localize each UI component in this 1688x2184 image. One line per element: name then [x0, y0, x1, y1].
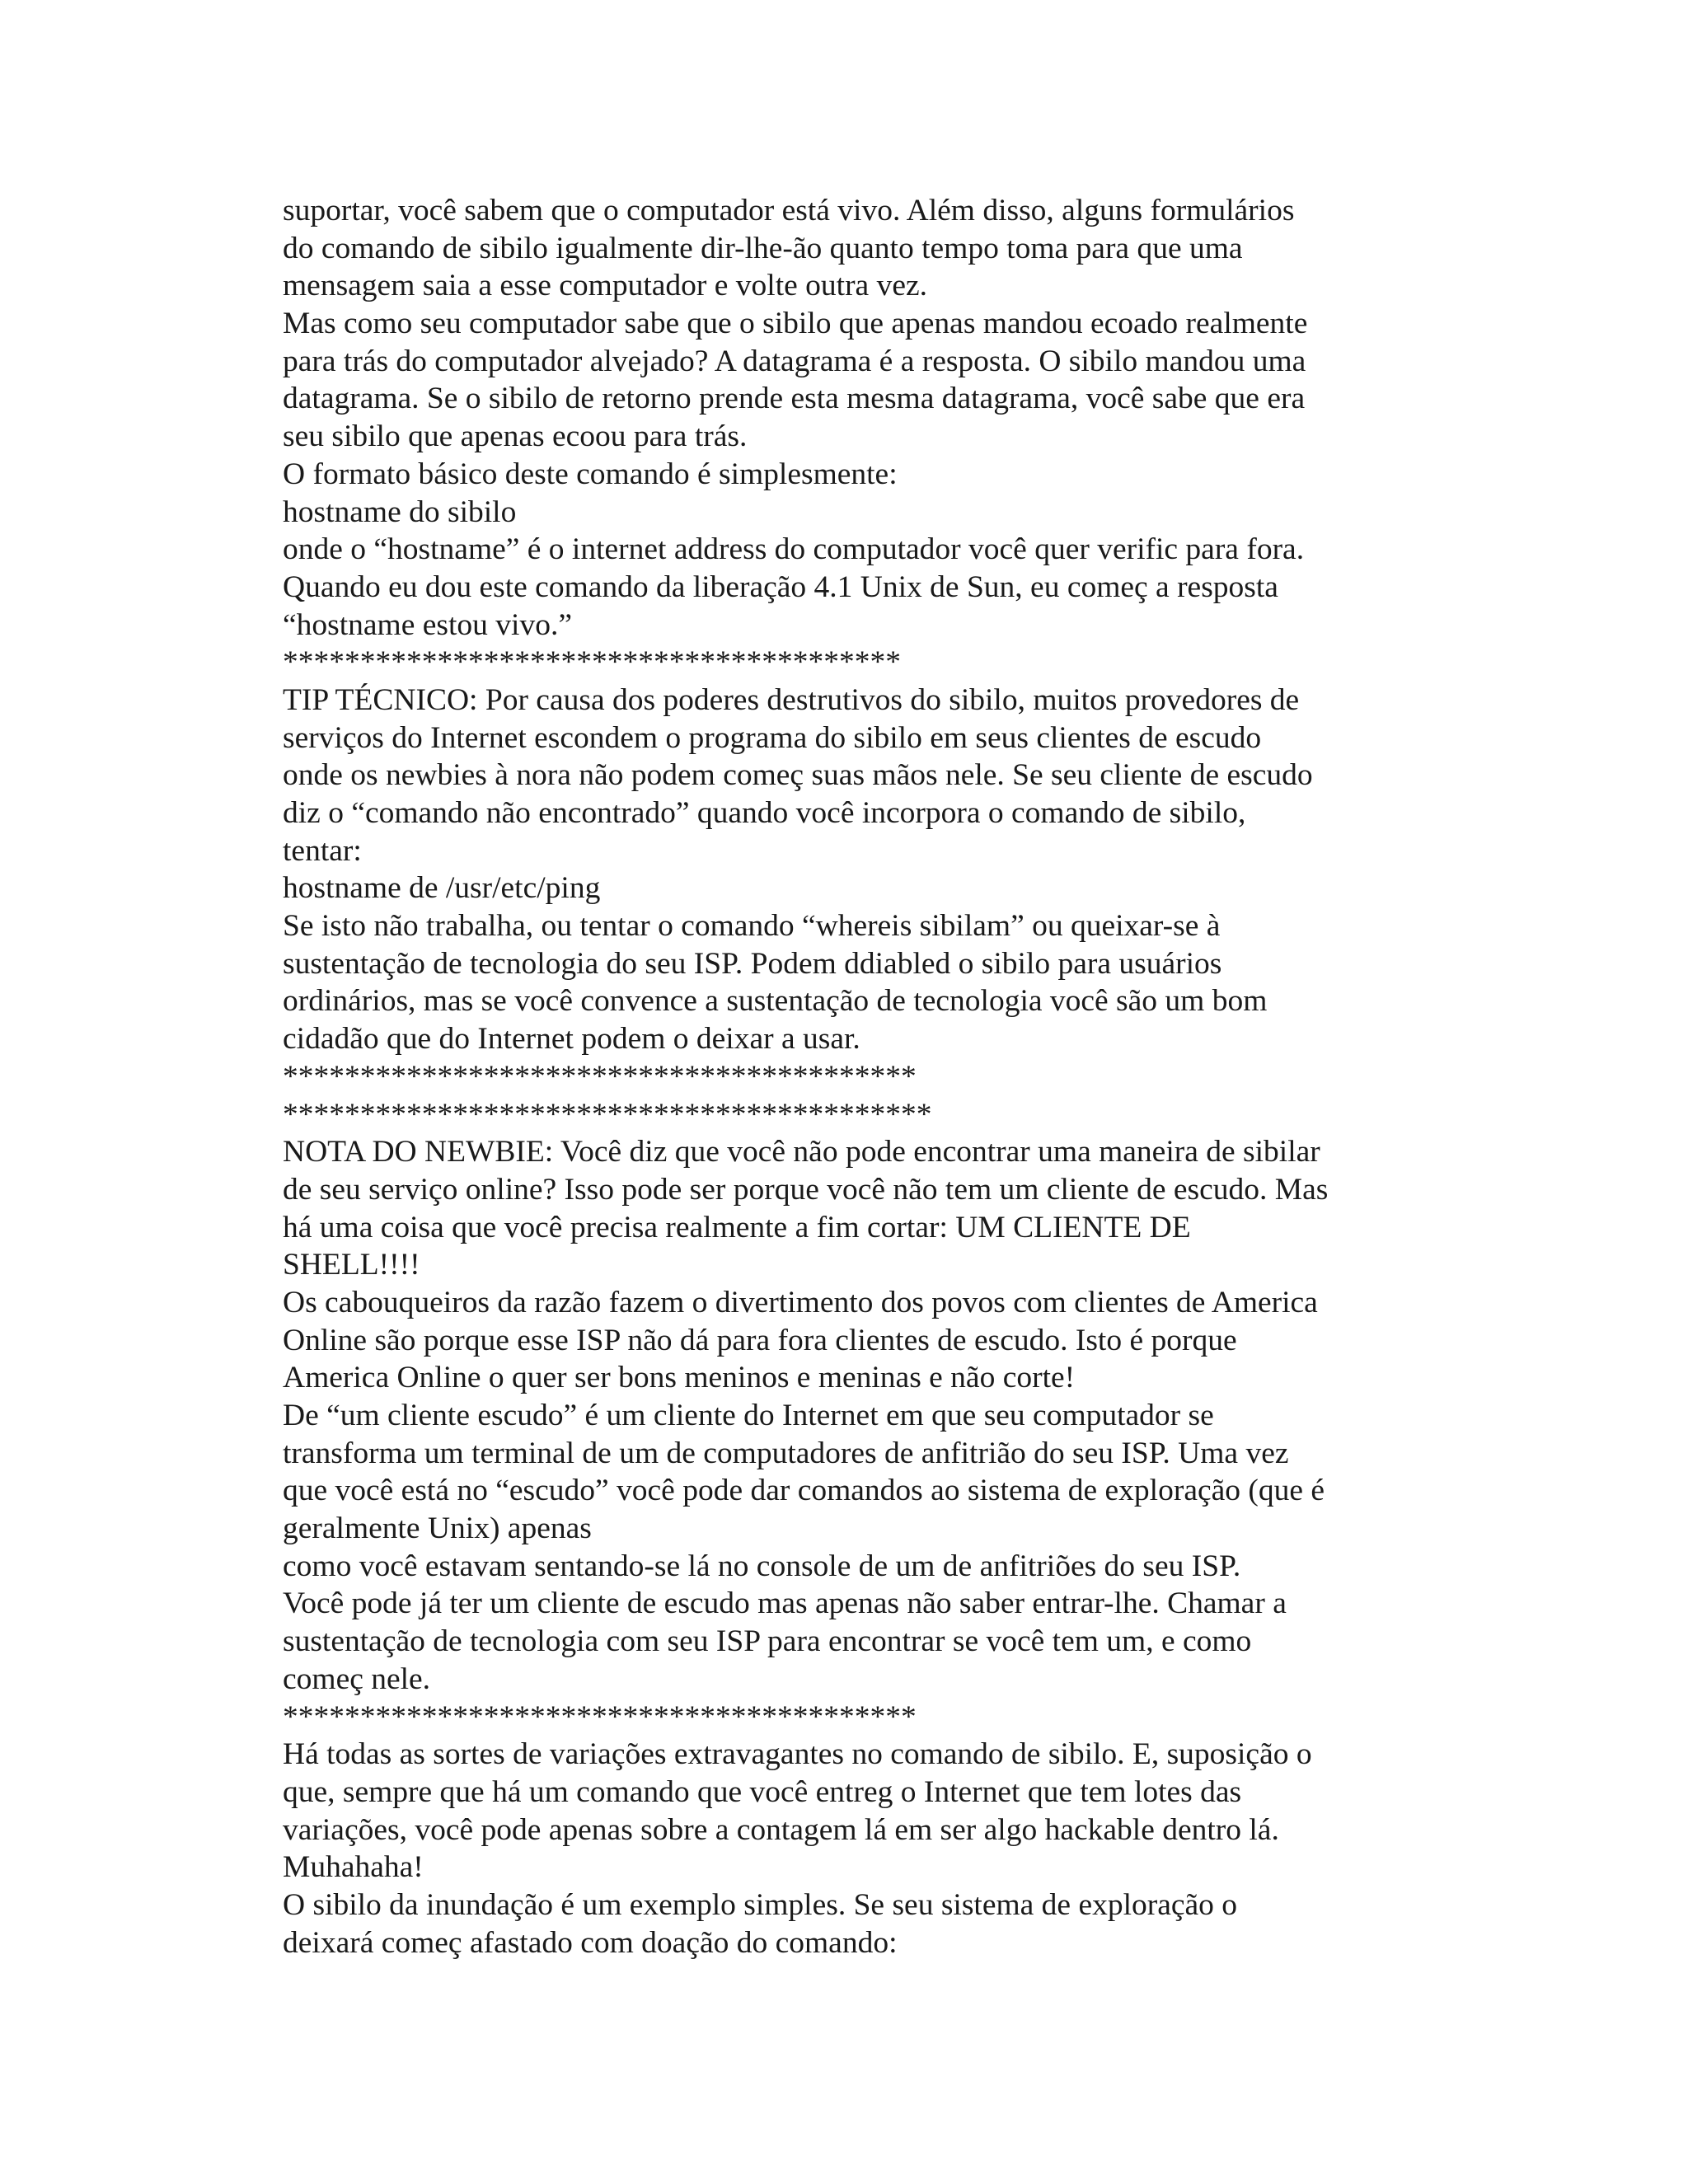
command-line: hostname do sibilo	[283, 494, 517, 529]
text-line: suportar, você sabem que o computador está vivo. Além disso, alguns formulários	[283, 194, 1295, 227]
text-line: sustentação de tecnologia com seu ISP para encontrar se você tem um, e como	[283, 1624, 1252, 1659]
text-line: geralmente Unix) apenas	[283, 1511, 592, 1546]
text-line: começ nele.	[283, 1661, 431, 1696]
tip-heading-line: TIP TÉCNICO: Por causa dos poderes destrutivos do sibilo, muitos provedores de	[283, 682, 1300, 717]
text-line: diz o “comando não encontrado” quando você incorpora o comando de sibilo,	[283, 796, 1246, 830]
note-heading-line: NOTA DO NEWBIE: Você diz que você não pode encontrar uma maneira de sibilar	[283, 1135, 1320, 1169]
text-line: SHELL!!!!	[283, 1248, 420, 1282]
text-line: Muhahaha!	[283, 1850, 424, 1885]
text-line: cidadão que do Internet podem o deixar a usar.	[283, 1022, 860, 1057]
text-line: que, sempre que há um comando que você entreg o Internet que tem lotes das	[283, 1774, 1242, 1809]
text-line: serviços do Internet escondem o programa do sibilo em seus clientes de escudo	[283, 720, 1262, 755]
text-line: sustentação de tecnologia do seu ISP. Podem ddiabled o sibilo para usuários	[283, 946, 1222, 981]
text-line: Quando eu dou este comando da liberação 4.1 Unix de Sun, eu começ a resposta	[283, 569, 1278, 604]
text-line: onde os newbies à nora não podem começ suas mãos nele. Se seu cliente de escudo	[283, 758, 1313, 793]
text-line: “hostname estou vivo.”	[283, 607, 572, 642]
text-line: Se isto não trabalha, ou tentar o comando “whereis sibilam” ou queixar-se à	[283, 909, 1221, 944]
text-line: há uma coisa que você precisa realmente a fim cortar: UM CLIENTE DE	[283, 1210, 1191, 1244]
text-line: America Online o quer ser bons meninos e meninas e não corte!	[283, 1361, 1076, 1395]
separator-line: ******************************************	[283, 1097, 932, 1132]
document-body	[283, 192, 1437, 1961]
text-line: variações, você pode apenas sobre a contagem lá em ser algo hackable dentro lá.	[283, 1812, 1279, 1847]
text-line: do comando de sibilo igualmente dir-lhe-ão quanto tempo toma para que uma	[283, 231, 1243, 265]
text-line: tentar:	[283, 833, 362, 868]
text-line: como você estavam sentando-se lá no console de um de anfitriões do seu ISP.	[283, 1549, 1241, 1583]
text-line: datagrama. Se o sibilo de retorno prende esta mesma datagrama, você sabe que era	[283, 382, 1306, 416]
separator-line: *****************************************	[283, 1059, 917, 1094]
text-line: de seu serviço online? Isso pode ser porque você não tem um cliente de escudo. Mas	[283, 1172, 1329, 1207]
command-line: hostname de /usr/etc/ping	[283, 871, 601, 906]
text-line: Há todas as sortes de variações extravagantes no comando de sibilo. E, suposição o	[283, 1737, 1312, 1772]
text-line: mensagem saia a esse computador e volte outra vez.	[283, 269, 927, 303]
text-line: Online são porque esse ISP não dá para fora clientes de escudo. Isto é porque	[283, 1323, 1237, 1357]
text-line: deixará começ afastado com doação do comando:	[283, 1925, 898, 1960]
text-line: que você está no “escudo” você pode dar comandos ao sistema de exploração (que é	[283, 1474, 1325, 1508]
text-line: seu sibilo que apenas ecoou para trás.	[283, 419, 748, 454]
separator-line: *****************************************	[283, 1699, 917, 1734]
text-line: transforma um terminal de um de computadores de anfitrião do seu ISP. Uma vez	[283, 1436, 1289, 1470]
text-line: O formato básico deste comando é simplesmente:	[283, 457, 898, 491]
text-line: Você pode já ter um cliente de escudo mas apenas não saber entrar-lhe. Chamar a	[283, 1586, 1287, 1621]
text-line: Mas como seu computador sabe que o sibilo que apenas mandou ecoado realmente	[283, 307, 1308, 341]
text-line: De “um cliente escudo” é um cliente do Internet em que seu computador se	[283, 1399, 1214, 1432]
text-line: Os cabouqueiros da razão fazem o divertimento dos povos com clientes de America	[283, 1285, 1318, 1319]
text-line: O sibilo da inundação é um exemplo simples. Se seu sistema de exploração o	[283, 1887, 1238, 1922]
text-line: onde o “hostname” é o internet address do computador você quer verific para fora.	[283, 532, 1305, 567]
separator-line: ****************************************	[283, 645, 901, 680]
text-line: ordinários, mas se você convence a sustentação de tecnologia você são um bom	[283, 984, 1268, 1019]
text-line: para trás do computador alvejado? A datagrama é a resposta. O sibilo mandou uma	[283, 344, 1306, 378]
